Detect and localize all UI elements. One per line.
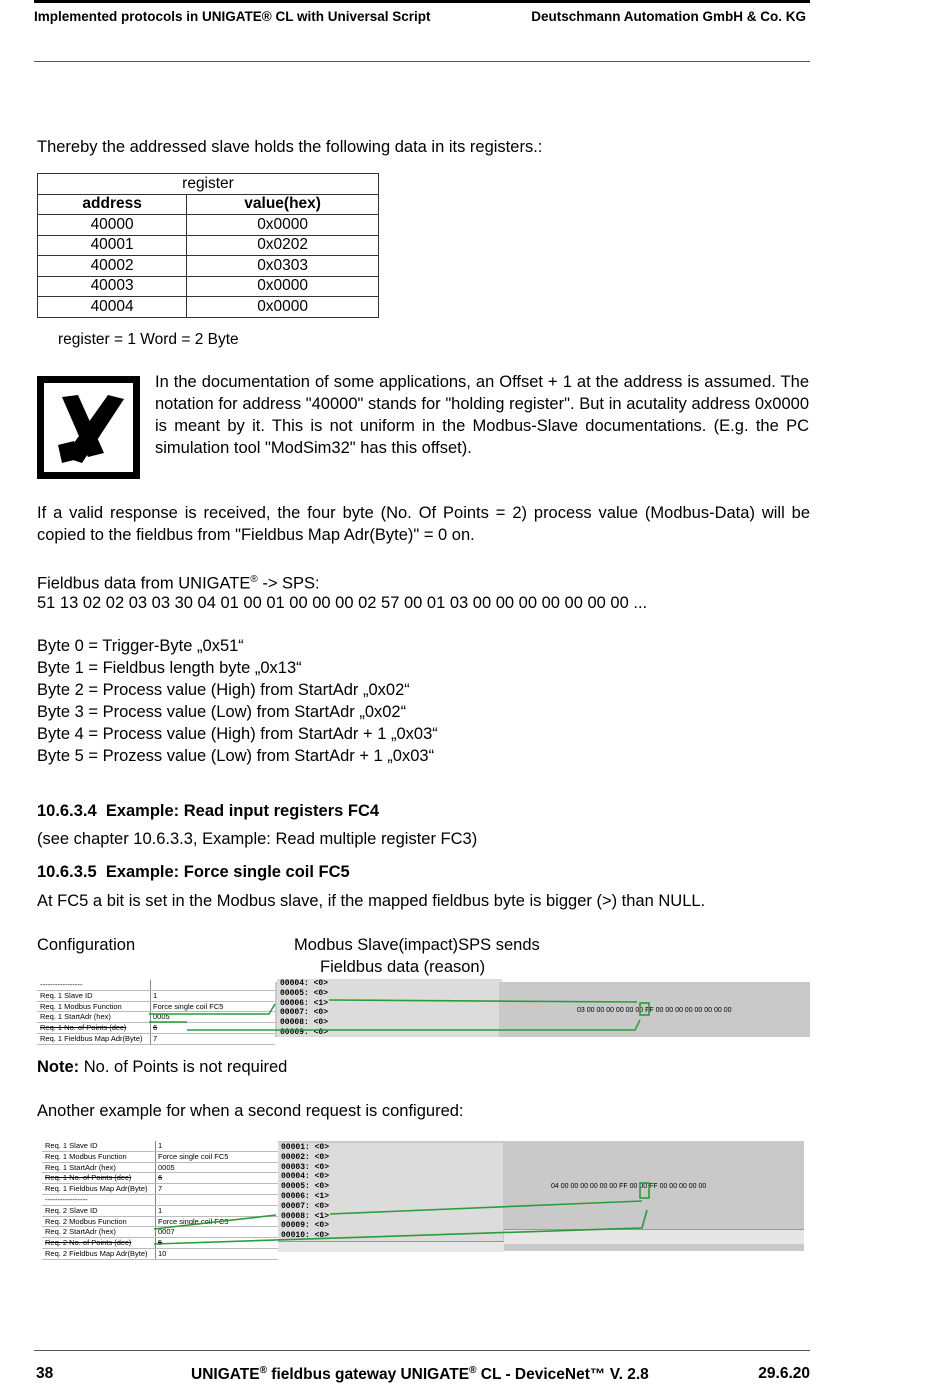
- table-row: Req. 2 Fieldbus Map Adr(Byte) 10: [42, 1249, 278, 1260]
- list-item: 00006: <1>: [281, 1191, 330, 1201]
- cell-address: 40000: [38, 215, 187, 236]
- list-item: 00004: <0>: [281, 1172, 330, 1182]
- table-footnote: register = 1 Word = 2 Byte: [58, 331, 239, 348]
- list-item: Byte 5 = Prozess value (Low) from StartAdr + 1 „0x03“: [37, 747, 435, 765]
- cell-value: 0x0000: [187, 297, 379, 318]
- footer-date: 29.6.20: [758, 1365, 810, 1382]
- column-header-value: value(hex): [187, 194, 379, 215]
- section-fc5-text: At FC5 a bit is set in the Modbus slave, if the mapped fieldbus byte is bigger (>) than NULL.: [37, 892, 706, 910]
- table-caption: register: [38, 174, 379, 195]
- table-row: -----------------: [42, 1195, 278, 1206]
- reason-label: Fieldbus data (reason): [320, 958, 486, 976]
- section-fc4-text: (see chapter 10.6.3.3, Example: Read multiple register FC3): [37, 830, 478, 848]
- list-item: 00010: <0>: [281, 1231, 330, 1241]
- table-row: Req. 1 No. of Points (dec) 6: [37, 1023, 275, 1034]
- cell-address: 40002: [38, 256, 187, 277]
- table-row: [38, 256, 379, 277]
- table-row: -----------------: [37, 980, 275, 991]
- list-item: 00009: <0>: [280, 1027, 329, 1037]
- section-heading-fc5: 10.6.3.5 Example: Force single coil FC5: [37, 863, 350, 881]
- sends-label: Modbus Slave(impact)SPS sends: [294, 936, 540, 954]
- table-row: Req. 2 StartAdr (hex) 0007: [42, 1227, 278, 1238]
- list-item: 00009: <0>: [281, 1221, 330, 1231]
- cell-address: 40003: [38, 276, 187, 297]
- footer-title: UNIGATE® fieldbus gateway UNIGATE® CL - DeviceNet™ V. 2.8: [191, 1365, 649, 1384]
- list-item: 00008: <0>: [280, 1018, 329, 1028]
- table-row: Req. 1 Slave ID 1: [42, 1141, 278, 1152]
- table-row: Req. 1 Modbus Function Force single coil FC5: [37, 1002, 275, 1013]
- note-points: Note: No. of Points is not required: [37, 1058, 288, 1076]
- list-item: 00002: <0>: [281, 1152, 330, 1162]
- list-item: 00007: <0>: [280, 1008, 329, 1018]
- table-row: Req. 2 Slave ID 1: [42, 1206, 278, 1217]
- fieldbus-label: Fieldbus data from UNIGATE® -> SPS:: [37, 574, 320, 593]
- list-item: 00005: <0>: [281, 1182, 330, 1192]
- page-number: 38: [36, 1365, 54, 1382]
- byte-list: [37, 635, 438, 767]
- cell-value: 0x0303: [187, 256, 379, 277]
- another-example-text: Another example for when a second request is configured:: [37, 1102, 464, 1120]
- cell-address: 40001: [38, 235, 187, 256]
- configuration-label: Configuration: [37, 936, 136, 954]
- table-row: Req. 1 Fieldbus Map Adr(Byte) 7: [42, 1184, 278, 1195]
- list-item: Byte 2 = Process value (High) from StartAdr „0x02“: [37, 681, 410, 699]
- list-item: Byte 0 = Trigger-Byte „0x51“: [37, 637, 244, 655]
- list-item: 00003: <0>: [281, 1162, 330, 1172]
- page-header: [34, 0, 810, 62]
- fieldbus-bytes: 51 13 02 02 03 03 30 04 01 00 01 00 00 00 02 57 00 01 03 00 00 00 00 00 00 00 ...: [37, 594, 648, 612]
- table-row: Req. 2 No. of Points (dec) 5: [42, 1238, 278, 1249]
- annotation-arrows: [37, 982, 810, 1037]
- column-header-address: address: [38, 194, 187, 215]
- table-row: Req. 1 StartAdr (hex) 0005: [37, 1012, 275, 1023]
- table-row: [38, 276, 379, 297]
- config-screenshot-2: [42, 1141, 804, 1258]
- hex-data: 04 00 00 00 00 00 00 FF 00 00 FF 00 00 00 00 00: [551, 1183, 707, 1190]
- table-row: [38, 297, 379, 318]
- table-row: Req. 1 Slave ID 1: [37, 991, 275, 1002]
- hex-data: 03 00 00 00 00 00 00 FF 00 00 00 00 00 00 00 00: [577, 1007, 732, 1014]
- intro-text: Thereby the addressed slave holds the following data in its registers.:: [37, 138, 543, 156]
- header-title: Implemented protocols in UNIGATE® CL with Universal Script: [34, 9, 431, 24]
- table-row: Req. 1 No. of Points (dec) 6: [42, 1173, 278, 1184]
- response-paragraph: If a valid response is received, the four byte (No. Of Points = 2) process value (Modbus-Data) will be copied to the fieldbus from "Fieldbus Map Adr(Byte)" = 0 on.: [37, 504, 810, 544]
- note-text: In the documentation of some applications, an Offset + 1 at the address is assumed. The notation for address "40000" stands for "holding register". But in acutality address 0x0000 is meant by it. This is not uniform in the Modbus-Slave documentations. (E.g. the PC simulation tool "ModSim32" has this offset).: [155, 373, 809, 457]
- list-item: Byte 3 = Process value (Low) from StartAdr „0x02“: [37, 703, 407, 721]
- table-row: Req. 2 Modbus Function Force single coil FC5: [42, 1217, 278, 1228]
- list-item: 00001: <0>: [281, 1143, 330, 1152]
- table-row: [38, 215, 379, 236]
- list-item: Byte 4 = Process value (High) from StartAdr + 1 „0x03“: [37, 725, 438, 743]
- list-item: 00005: <0>: [280, 988, 329, 998]
- register-table: [37, 173, 379, 318]
- table-row: Req. 1 StartAdr (hex) 0005: [42, 1163, 278, 1174]
- section-heading-fc4: 10.6.3.4 Example: Read input registers FC4: [37, 802, 380, 820]
- cell-value: 0x0000: [187, 276, 379, 297]
- config-screenshot-1: [37, 979, 810, 1043]
- header-company: Deutschmann Automation GmbH & Co. KG: [531, 9, 806, 24]
- list-item: 00008: <1>: [281, 1211, 330, 1221]
- list-item: 00007: <0>: [281, 1201, 330, 1211]
- page-footer: [34, 1350, 810, 1384]
- table-row: Req. 1 Modbus Function Force single coil FC5: [42, 1152, 278, 1163]
- list-item: Byte 1 = Fieldbus length byte „0x13“: [37, 659, 302, 677]
- list-item: 00006: <1>: [280, 998, 329, 1008]
- cell-value: 0x0000: [187, 215, 379, 236]
- cell-address: 40004: [38, 297, 187, 318]
- table-row: [38, 235, 379, 256]
- note-x-icon: [37, 376, 140, 479]
- cell-value: 0x0202: [187, 235, 379, 256]
- list-item: 00004: <0>: [280, 979, 329, 988]
- annotation-arrows: [42, 1141, 804, 1251]
- table-row: Req. 1 Fieldbus Map Adr(Byte) 7: [37, 1034, 275, 1045]
